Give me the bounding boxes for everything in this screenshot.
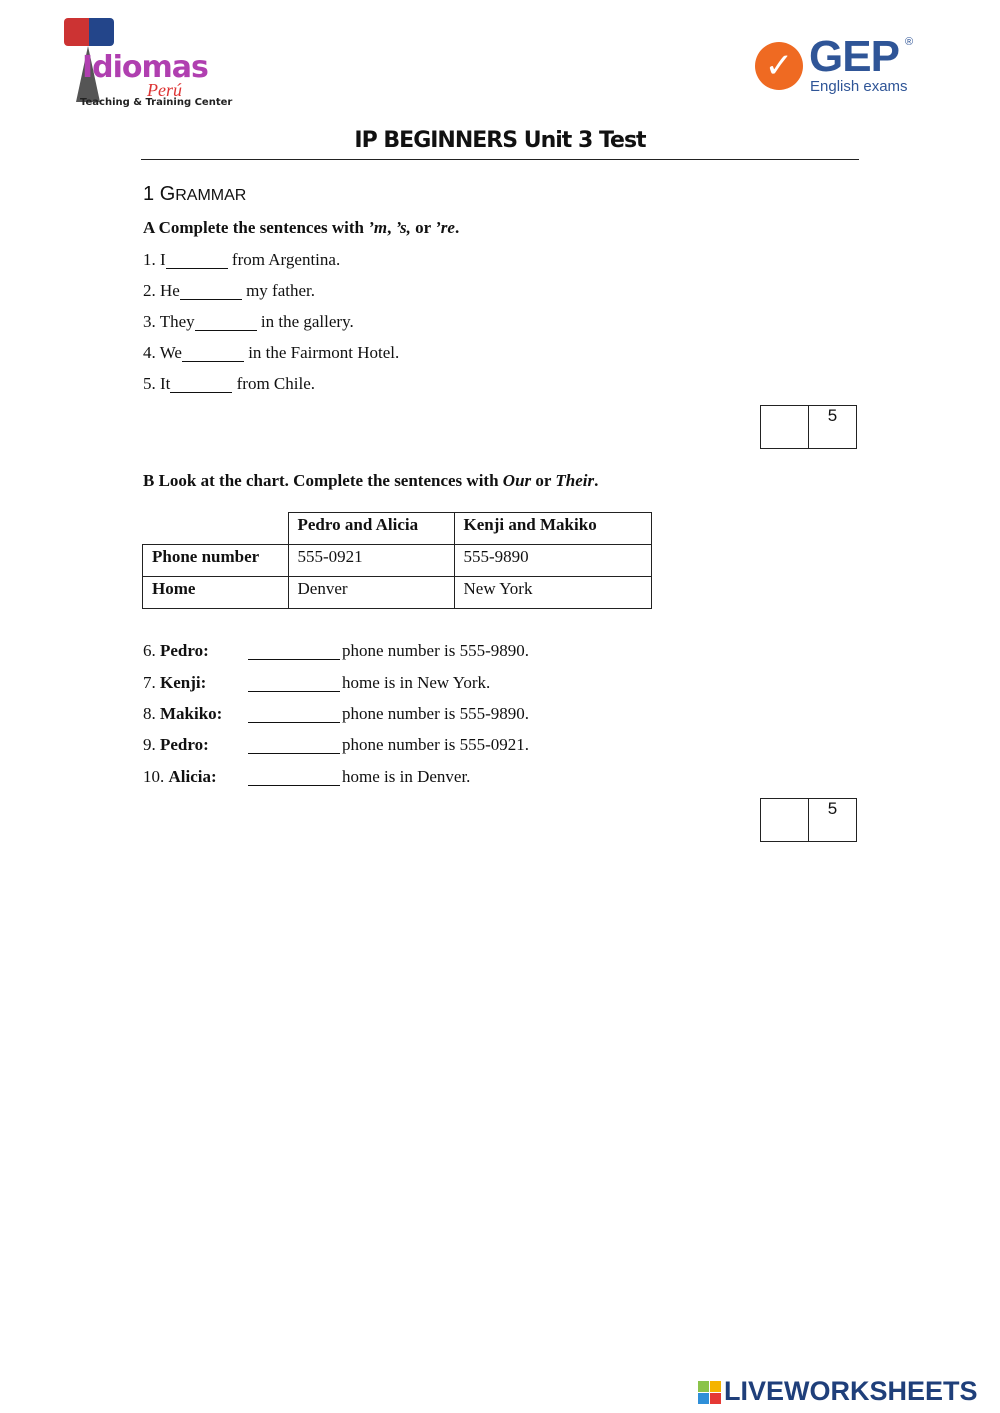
table-cell: 555-0921 <box>288 545 454 577</box>
option-our: Our <box>502 471 532 490</box>
gep-sub: English exams <box>810 78 908 95</box>
sentence-end: home is in Denver. <box>342 767 471 786</box>
sentence-end: in the gallery. <box>256 312 354 331</box>
answer-blank[interactable] <box>248 739 340 754</box>
speaker-name: Pedro: <box>160 641 209 660</box>
score-input[interactable] <box>761 406 809 448</box>
sep: . <box>454 218 460 237</box>
logo-tagline: Teaching & Training Center <box>80 97 233 108</box>
answer-blank[interactable] <box>182 347 244 362</box>
sep: , <box>387 218 396 237</box>
sentence-start: 5. It <box>143 374 171 393</box>
page-title: IP BEGINNERS Unit 3 Test <box>354 128 646 153</box>
option-s: ’s, <box>395 218 411 237</box>
speaker-name: Alicia: <box>168 767 217 786</box>
sentence-end: in the Fairmont Hotel. <box>243 343 400 362</box>
section-heading <box>143 183 246 206</box>
table-cell: Denver <box>288 577 454 609</box>
instr-text: B Look at the chart. Complete the sentences with <box>143 471 503 490</box>
answer-blank[interactable] <box>248 645 340 660</box>
liveworksheets-logo <box>698 1374 978 1408</box>
sentence-item <box>143 374 315 394</box>
sentence-start: 1. I <box>143 250 166 269</box>
sentence-start: 4. We <box>143 343 182 362</box>
option-m: ’m <box>368 218 388 237</box>
table-corner <box>143 513 289 545</box>
sentence-item <box>143 343 399 363</box>
table-header: Pedro and Alicia <box>288 513 454 545</box>
item-number: 8. <box>143 704 156 723</box>
sentence-end: from Argentina. <box>227 250 341 269</box>
item-number: 10. <box>143 767 165 786</box>
answer-blank[interactable] <box>170 378 232 393</box>
score-max: 5 <box>827 406 838 425</box>
sentence-end: phone number is 555-9890. <box>342 641 529 660</box>
sentence-item <box>143 281 315 301</box>
part-a-instruction <box>143 218 459 238</box>
sep: . <box>594 471 599 490</box>
answer-blank[interactable] <box>166 254 228 269</box>
idiomas-peru-logo <box>62 18 237 113</box>
sentence-end: from Chile. <box>232 374 316 393</box>
table-row <box>143 577 652 609</box>
row-label: Home <box>143 577 289 609</box>
answer-blank[interactable] <box>180 285 242 300</box>
speaker-name: Makiko: <box>160 704 223 723</box>
row-label: Phone number <box>143 545 289 577</box>
table-row <box>143 545 652 577</box>
liveworksheets-brand: LIVEWORKSHEETS <box>724 1376 978 1406</box>
part-b-score-box <box>760 798 857 842</box>
title-divider <box>141 159 859 160</box>
option-re: ’re <box>435 218 455 237</box>
table-header: Kenji and Makiko <box>454 513 651 545</box>
sentence-item <box>143 641 529 661</box>
score-max: 5 <box>827 799 838 818</box>
answer-blank[interactable] <box>248 708 340 723</box>
table-cell: 555-9890 <box>454 545 651 577</box>
sentence-item <box>143 312 354 332</box>
item-number: 9. <box>143 735 156 754</box>
instr-text: A Complete the sentences with <box>143 218 369 237</box>
logo-sub: Perú <box>147 80 182 100</box>
sentence-end: phone number is 555-0921. <box>342 735 529 754</box>
sentence-end: phone number is 555-9890. <box>342 704 529 723</box>
sep: or <box>531 471 556 490</box>
answer-blank[interactable] <box>248 771 340 786</box>
info-chart <box>142 512 652 609</box>
part-a-score-box <box>760 405 857 449</box>
sentence-end: my father. <box>241 281 315 300</box>
speaker-name: Pedro: <box>160 735 209 754</box>
logo-brand: Idiomas <box>82 50 208 85</box>
sentence-item <box>143 250 340 270</box>
section-name: GRAMMAR <box>159 183 247 205</box>
part-b-instruction <box>143 471 598 491</box>
sentence-start: 3. They <box>143 312 195 331</box>
section-number: 1 <box>143 183 155 205</box>
sentence-item <box>143 673 491 693</box>
sentence-item <box>143 767 471 787</box>
sentence-start: 2. He <box>143 281 180 300</box>
score-input[interactable] <box>761 799 809 841</box>
answer-blank[interactable] <box>195 316 257 331</box>
answer-blank[interactable] <box>248 677 340 692</box>
gep-brand: GEP <box>809 32 899 81</box>
sentence-item <box>143 735 529 755</box>
item-number: 7. <box>143 673 156 692</box>
gep-logo <box>755 32 925 96</box>
sentence-item <box>143 704 529 724</box>
flags-icon <box>64 18 114 46</box>
table-cell: New York <box>454 577 651 609</box>
sentence-end: home is in New York. <box>342 673 491 692</box>
registered-mark: ® <box>905 36 914 48</box>
item-number: 6. <box>143 641 156 660</box>
speaker-name: Kenji: <box>160 673 207 692</box>
table-header-row <box>143 513 652 545</box>
option-their: Their <box>555 471 595 490</box>
live-badge-icon <box>698 1381 721 1404</box>
sep: or <box>410 218 436 237</box>
checkmark-icon: ✓ <box>755 42 803 90</box>
